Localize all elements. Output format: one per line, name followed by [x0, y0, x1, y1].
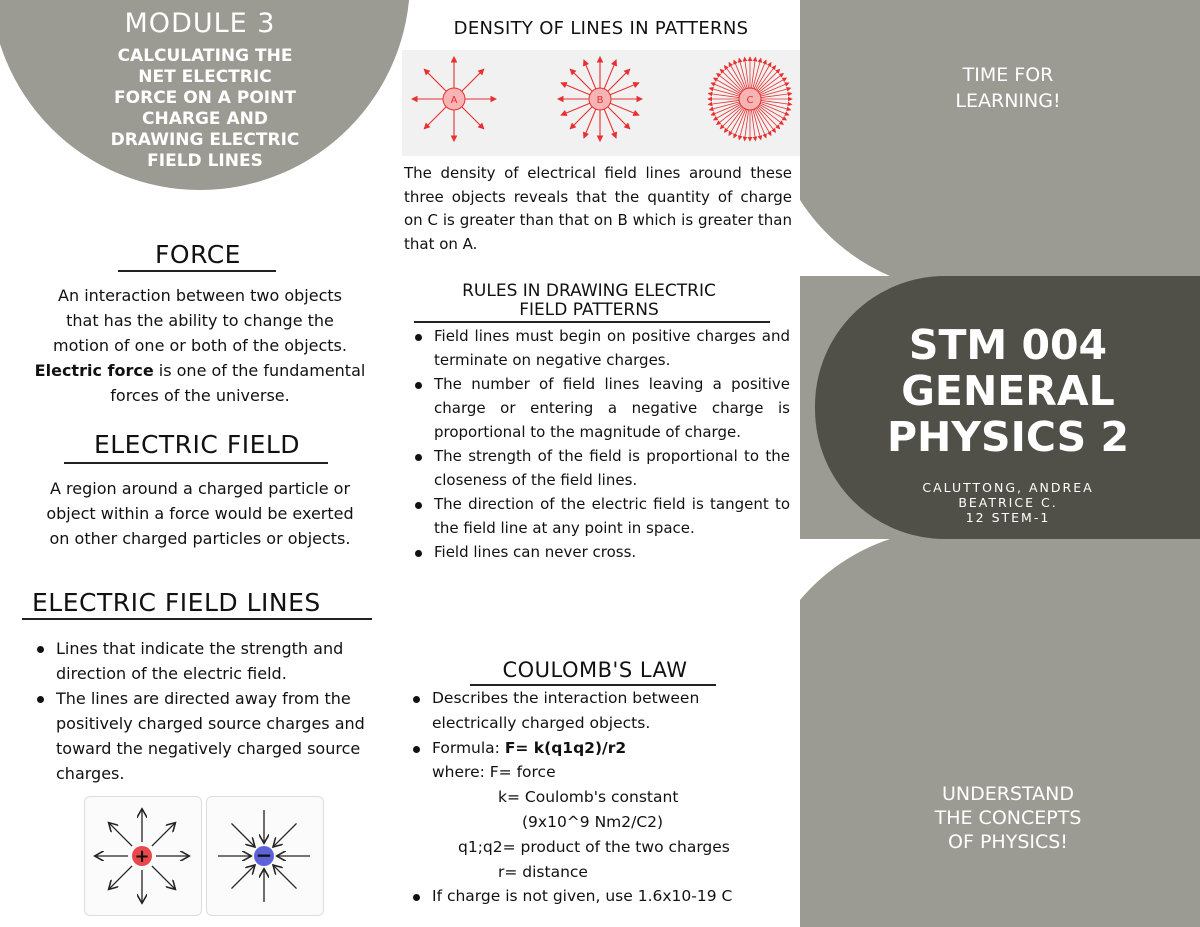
field-line [109, 823, 132, 846]
density-field-line [745, 110, 749, 141]
list-item: If charge is not given, use 1.6x10-19 C [410, 884, 790, 909]
negative-symbol: − [255, 843, 273, 867]
force-underline [118, 270, 276, 272]
density-field-line [424, 69, 446, 91]
density-field-line [708, 100, 739, 104]
field-lines-list [34, 636, 384, 786]
module-subtitle: CALCULATING THE NET ELECTRIC FORCE ON A POINT CHARGE AND DRAWING ELECTRIC FIELD LINES [110, 46, 300, 171]
charge-pattern-b [558, 57, 642, 141]
rules-list [412, 324, 790, 564]
list-item: Lines that indicate the strength and direction of the electric field. [34, 636, 384, 686]
field-line [274, 866, 297, 889]
density-heading: DENSITY OF LINES IN PATTERNS [453, 18, 749, 39]
density-diagram [402, 50, 800, 156]
module-title: MODULE 3 [124, 8, 276, 39]
density-patterns-svg [402, 50, 800, 156]
field-line [152, 823, 175, 846]
force-heading: FORCE [155, 240, 241, 269]
force-definition: An interaction between two objects that has the ability to change the motion of one or both of the objects. Electric force is one of the fundamental forces of the universe. [34, 286, 366, 405]
formula-where: where: F= force [432, 763, 556, 782]
field-line [152, 866, 175, 889]
charge-label: C [746, 95, 754, 106]
list-item: Field lines must begin on positive charges and terminate on negative charges. [412, 324, 790, 372]
cover-tagline-top: TIME FOR LEARNING! [955, 64, 1061, 112]
density-field-line [462, 107, 484, 129]
density-field-line [761, 94, 792, 98]
list-item: Formula: F= k(q1q2)/r2 [410, 736, 790, 761]
positive-charge-field-svg [85, 797, 201, 915]
field-lines-underline [22, 618, 372, 620]
rules-heading: RULES IN DRAWING ELECTRIC FIELD PATTERNS [462, 281, 716, 320]
positive-symbol: + [134, 846, 150, 867]
density-field-line [753, 58, 761, 88]
field-line [231, 823, 254, 846]
author-info: CALUTTONG, ANDREA BEATRICE C. 12 STEM-1 [922, 480, 1094, 525]
density-field-line [761, 88, 791, 96]
list-item: The direction of the electric field is tangent to the field line at any point in space. [412, 492, 790, 540]
field-line [109, 866, 132, 889]
list-item: The number of field lines leaving a positive charge or entering a negative charge is proportional to the magnitude of charge. [412, 372, 790, 444]
negative-charge-diagram [206, 796, 324, 916]
r-definition: r= distance [498, 862, 588, 881]
electric-field-heading: ELECTRIC FIELD [93, 430, 301, 459]
density-field-line [751, 110, 755, 141]
charge-label: A [450, 95, 458, 106]
electric-field-definition: A region around a charged particle or object within a force would be exerted on other charged particles or objects. [46, 479, 354, 548]
density-field-line [424, 107, 446, 129]
coulomb-formula: F= k(q1q2)/r2 [504, 738, 627, 757]
density-field-line [739, 110, 747, 140]
density-field-line [462, 69, 484, 91]
density-paragraph: The density of electrical field lines around these three objects reveals that the quantity of charge on C is greater than that on B which is greater than that on A. [404, 164, 792, 253]
field-line [274, 823, 297, 846]
q-definition: q1;q2= product of the two charges [458, 837, 730, 856]
density-field-line [709, 88, 739, 96]
density-field-line [761, 100, 792, 104]
density-field-line [708, 94, 739, 98]
k-value: (9x10^9 Nm2/C2) [522, 812, 664, 831]
electric-field-underline [64, 462, 328, 464]
list-item: The strength of the field is proportional to the closeness of the field lines. [412, 444, 790, 492]
coulomb-heading: COULOMB'S LAW [502, 658, 688, 682]
cover-tagline-bottom: UNDERSTAND THE CONCEPTS OF PHYSICS! [934, 783, 1082, 853]
list-item: Field lines can never cross. [412, 540, 790, 564]
field-line [231, 866, 254, 889]
k-definition: k= Coulomb's constant [498, 788, 679, 807]
negative-charge-field-svg [207, 797, 323, 915]
list-item: Describes the interaction between electrically charged objects. [410, 686, 790, 736]
field-lines-heading: ELECTRIC FIELD LINES [32, 588, 321, 617]
list-item: The lines are directed away from the positively charged source charges and toward the negatively charged source charges. [34, 686, 384, 786]
density-field-line [753, 110, 761, 140]
density-field-line [739, 58, 747, 88]
density-field-line [709, 102, 739, 110]
positive-charge-diagram [84, 796, 202, 916]
rules-underline [414, 321, 770, 323]
density-field-line [745, 57, 749, 88]
charge-pattern-a [412, 57, 496, 141]
density-field-line [751, 57, 755, 88]
charge-pattern-c [708, 57, 792, 141]
coulomb-content [410, 686, 790, 909]
charge-label: B [596, 95, 604, 106]
electric-force-term: Electric force [34, 361, 154, 380]
course-title: STM 004 GENERAL PHYSICS 2 [886, 321, 1130, 461]
density-field-line [761, 102, 791, 110]
